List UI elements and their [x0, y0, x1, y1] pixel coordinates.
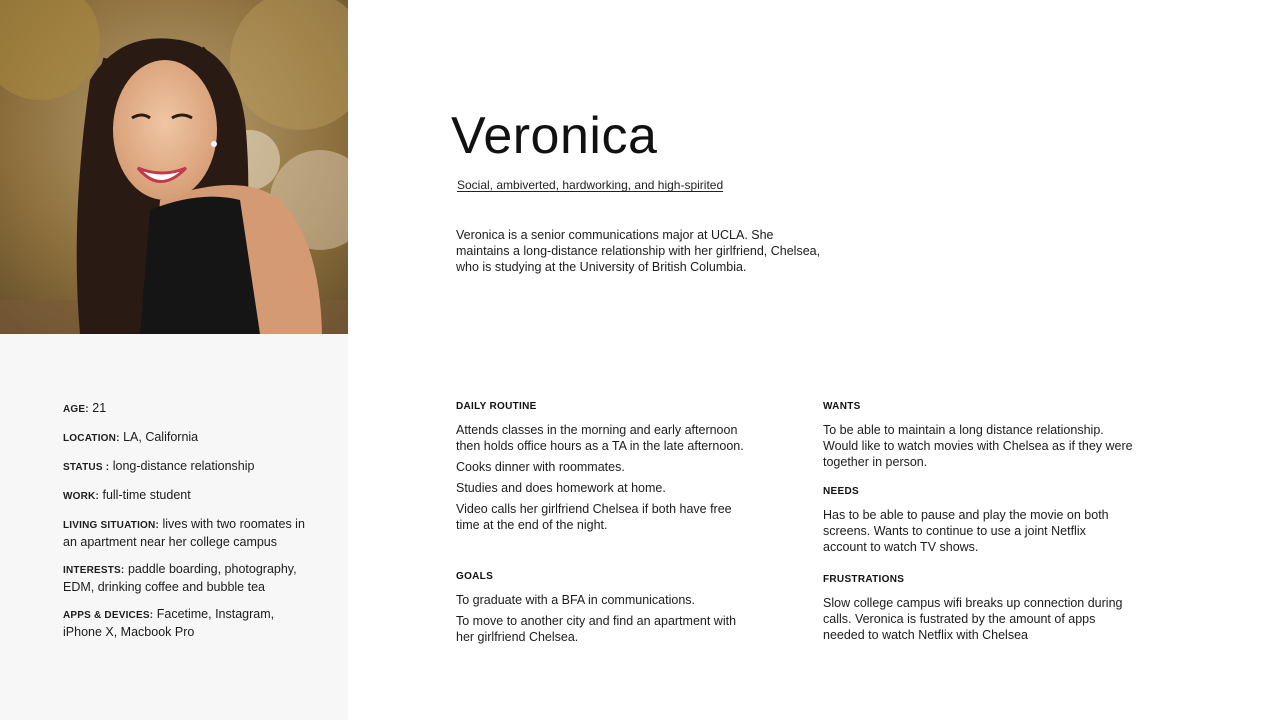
section-title: GOALS	[456, 571, 494, 582]
fact-value: long-distance relationship	[112, 459, 255, 473]
facts-sidebar	[0, 334, 348, 720]
section-title: WANTS	[823, 401, 861, 412]
fact-value: paddle boarding, photography, EDM, drinking coffee and bubble tea	[63, 562, 297, 594]
list-item: Video calls her girlfriend Chelsea if both have free time at the end of the night.	[456, 502, 732, 532]
daily-routine-section	[456, 401, 746, 538]
list-item: To graduate with a BFA in communications.	[456, 593, 696, 607]
list-item: Slow college campus wifi breaks up connection during calls. Veronica is fustrated by the amount of apps needed to watch Netflix with Chelsea	[823, 596, 1123, 642]
section-title: NEEDS	[823, 486, 859, 497]
goals-section	[456, 571, 746, 650]
fact-label: AGE:	[63, 404, 89, 415]
persona-photo-image	[0, 0, 348, 334]
fact-value: LA, California	[123, 430, 199, 444]
fact-label: LIVING SITUATION:	[63, 520, 159, 531]
section-title: FRUSTRATIONS	[823, 574, 905, 585]
list-item: Cooks dinner with roommates.	[456, 460, 625, 474]
fact-living-situation	[63, 516, 313, 550]
needs-section	[823, 486, 1133, 560]
fact-location	[63, 429, 313, 447]
section-title: DAILY ROUTINE	[456, 401, 537, 412]
fact-work	[63, 487, 313, 505]
frustrations-section	[823, 574, 1133, 648]
list-item: Has to be able to pause and play the movie on both screens. Wants to continue to use a joint Netflix account to watch TV shows.	[823, 508, 1109, 554]
wants-section	[823, 401, 1133, 475]
fact-status	[63, 458, 313, 476]
fact-age	[63, 400, 313, 418]
fact-label: LOCATION:	[63, 433, 120, 444]
fact-label: WORK:	[63, 491, 99, 502]
persona-bio: Veronica is a senior communications major at UCLA. She maintains a long-distance relationship with her girlfriend, Chelsea, who is studying at the University of British Columbia.	[456, 228, 821, 274]
persona-photo	[0, 0, 348, 334]
facts-list	[63, 400, 313, 651]
list-item: Attends classes in the morning and early afternoon then holds office hours as a TA in the late afternoon.	[456, 423, 744, 453]
fact-apps-devices	[63, 606, 313, 640]
list-item: Studies and does homework at home.	[456, 481, 666, 495]
list-item: To move to another city and find an apartment with her girlfriend Chelsea.	[456, 614, 737, 644]
fact-value: full-time student	[102, 488, 191, 502]
fact-label: STATUS :	[63, 462, 110, 473]
persona-name: Veronica	[451, 107, 658, 165]
fact-value: Facetime, Instagram, iPhone X, Macbook Pro	[63, 607, 275, 639]
fact-value: lives with two roomates in an apartment near her college campus	[63, 517, 305, 549]
fact-value: 21	[92, 401, 107, 415]
fact-label: INTERESTS:	[63, 565, 125, 576]
list-item: To be able to maintain a long distance relationship. Would like to watch movies with Chelsea as if they were together in person.	[823, 423, 1133, 469]
persona-tagline: Social, ambiverted, hardworking, and high-spirited	[457, 178, 724, 192]
fact-label: APPS & DEVICES:	[63, 610, 154, 621]
fact-interests	[63, 561, 313, 595]
